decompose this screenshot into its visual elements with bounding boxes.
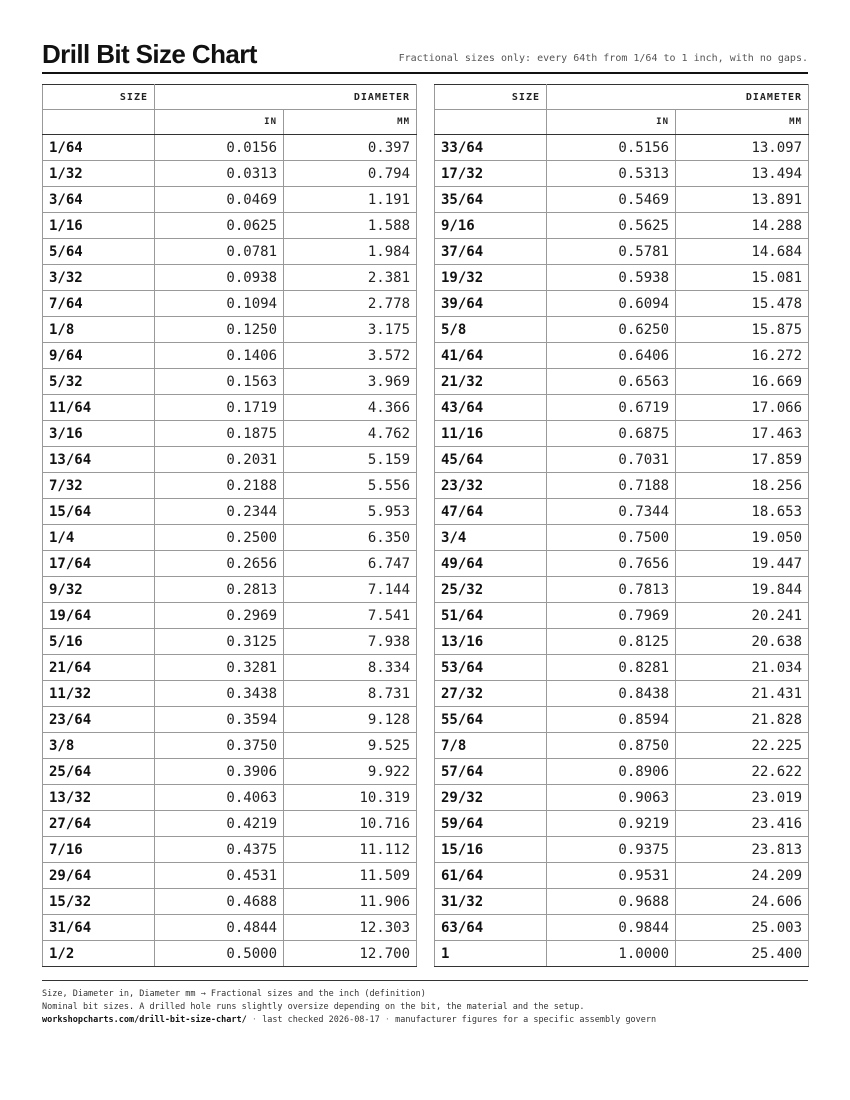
table-row (43, 187, 417, 213)
table-row (43, 629, 417, 655)
cell-diameter-mm: 22.622 (676, 759, 809, 785)
cell-size: 23/64 (43, 707, 155, 733)
cell-size: 3/16 (43, 421, 155, 447)
cell-size: 55/64 (435, 707, 547, 733)
cell-diameter-mm: 6.350 (284, 525, 417, 551)
table-row (43, 291, 417, 317)
cell-size: 5/8 (435, 317, 547, 343)
size-table-right (434, 84, 809, 967)
cell-diameter-in: 0.3125 (155, 629, 284, 655)
column-header-inch: IN (155, 110, 284, 135)
cell-size: 15/32 (43, 889, 155, 915)
cell-size: 59/64 (435, 811, 547, 837)
cell-diameter-mm: 9.922 (284, 759, 417, 785)
footer-separator: · (251, 1015, 257, 1025)
cell-size: 1/16 (43, 213, 155, 239)
cell-diameter-in: 0.0156 (155, 135, 284, 161)
table-row (43, 473, 417, 499)
cell-diameter-in: 0.2031 (155, 447, 284, 473)
table-row (43, 213, 417, 239)
cell-size: 61/64 (435, 863, 547, 889)
cell-diameter-in: 0.2656 (155, 551, 284, 577)
cell-diameter-in: 0.2969 (155, 603, 284, 629)
cell-size: 5/32 (43, 369, 155, 395)
cell-diameter-in: 0.3438 (155, 681, 284, 707)
table-row (435, 889, 809, 915)
cell-diameter-mm: 21.034 (676, 655, 809, 681)
cell-diameter-mm: 15.478 (676, 291, 809, 317)
table-row (43, 577, 417, 603)
table-row (435, 187, 809, 213)
cell-diameter-in: 0.8906 (547, 759, 676, 785)
cell-diameter-in: 1.0000 (547, 941, 676, 967)
cell-diameter-in: 0.1250 (155, 317, 284, 343)
cell-size: 1/64 (43, 135, 155, 161)
cell-size: 33/64 (435, 135, 547, 161)
cell-diameter-mm: 24.209 (676, 863, 809, 889)
table-row (435, 785, 809, 811)
cell-size: 29/64 (43, 863, 155, 889)
table-body-left (43, 135, 417, 967)
cell-diameter-mm: 14.288 (676, 213, 809, 239)
cell-size: 57/64 (435, 759, 547, 785)
cell-diameter-in: 0.6250 (547, 317, 676, 343)
cell-diameter-mm: 5.159 (284, 447, 417, 473)
cell-diameter-mm: 20.638 (676, 629, 809, 655)
table-row (43, 369, 417, 395)
table-row (435, 447, 809, 473)
footer-last-checked: last checked 2026-08-17 (262, 1015, 380, 1025)
cell-size: 3/8 (43, 733, 155, 759)
cell-diameter-mm: 23.813 (676, 837, 809, 863)
cell-diameter-in: 0.9063 (547, 785, 676, 811)
cell-diameter-mm: 1.984 (284, 239, 417, 265)
cell-diameter-in: 0.7656 (547, 551, 676, 577)
cell-diameter-in: 0.2344 (155, 499, 284, 525)
cell-diameter-in: 0.5625 (547, 213, 676, 239)
cell-diameter-mm: 5.556 (284, 473, 417, 499)
cell-size: 7/8 (435, 733, 547, 759)
cell-diameter-mm: 11.509 (284, 863, 417, 889)
cell-diameter-in: 0.6563 (547, 369, 676, 395)
cell-diameter-mm: 17.859 (676, 447, 809, 473)
cell-diameter-mm: 11.112 (284, 837, 417, 863)
table-row (43, 239, 417, 265)
cell-diameter-in: 0.6875 (547, 421, 676, 447)
cell-size: 37/64 (435, 239, 547, 265)
cell-diameter-mm: 15.875 (676, 317, 809, 343)
table-row (435, 759, 809, 785)
cell-diameter-in: 0.2188 (155, 473, 284, 499)
cell-size: 1/2 (43, 941, 155, 967)
cell-diameter-in: 0.4844 (155, 915, 284, 941)
table-row (435, 265, 809, 291)
cell-diameter-mm: 13.494 (676, 161, 809, 187)
cell-diameter-in: 0.1563 (155, 369, 284, 395)
cell-diameter-mm: 0.397 (284, 135, 417, 161)
cell-size: 7/16 (43, 837, 155, 863)
cell-diameter-mm: 5.953 (284, 499, 417, 525)
table-row (43, 603, 417, 629)
table-row (43, 161, 417, 187)
cell-diameter-mm: 10.319 (284, 785, 417, 811)
cell-diameter-in: 0.9844 (547, 915, 676, 941)
column-header-mm: MM (284, 110, 417, 135)
table-row (43, 655, 417, 681)
cell-diameter-in: 0.1719 (155, 395, 284, 421)
cell-diameter-in: 0.3281 (155, 655, 284, 681)
cell-diameter-mm: 16.669 (676, 369, 809, 395)
cell-diameter-in: 0.0469 (155, 187, 284, 213)
table-row (435, 577, 809, 603)
table-row (43, 759, 417, 785)
table-row (435, 837, 809, 863)
size-table-left (42, 84, 417, 967)
cell-diameter-in: 0.9688 (547, 889, 676, 915)
table-row (435, 863, 809, 889)
column-header-diameter: DIAMETER (547, 85, 809, 110)
cell-diameter-mm: 21.431 (676, 681, 809, 707)
cell-size: 19/32 (435, 265, 547, 291)
column-header-size: SIZE (435, 85, 547, 110)
table-row (43, 499, 417, 525)
cell-size: 25/64 (43, 759, 155, 785)
cell-diameter-mm: 13.097 (676, 135, 809, 161)
column-subheader-blank (43, 110, 155, 135)
cell-diameter-in: 0.7500 (547, 525, 676, 551)
table-row (43, 733, 417, 759)
table-row (43, 681, 417, 707)
cell-diameter-mm: 13.891 (676, 187, 809, 213)
cell-diameter-in: 0.0313 (155, 161, 284, 187)
cell-size: 5/64 (43, 239, 155, 265)
cell-diameter-mm: 1.588 (284, 213, 417, 239)
cell-diameter-in: 0.9375 (547, 837, 676, 863)
cell-diameter-in: 0.4375 (155, 837, 284, 863)
cell-size: 35/64 (435, 187, 547, 213)
table-row (435, 499, 809, 525)
cell-size: 9/64 (43, 343, 155, 369)
table-row (435, 629, 809, 655)
cell-size: 13/16 (435, 629, 547, 655)
table-row (43, 551, 417, 577)
cell-diameter-mm: 22.225 (676, 733, 809, 759)
cell-size: 47/64 (435, 499, 547, 525)
cell-diameter-in: 0.9219 (547, 811, 676, 837)
cell-diameter-in: 0.7344 (547, 499, 676, 525)
footer-source-line: Size, Diameter in, Diameter mm → Fractional sizes and the inch (definition) (42, 989, 426, 999)
cell-diameter-mm: 3.572 (284, 343, 417, 369)
cell-size: 29/32 (435, 785, 547, 811)
cell-diameter-mm: 24.606 (676, 889, 809, 915)
cell-diameter-mm: 4.366 (284, 395, 417, 421)
cell-size: 9/16 (435, 213, 547, 239)
table-row (435, 473, 809, 499)
cell-diameter-mm: 10.716 (284, 811, 417, 837)
cell-size: 53/64 (435, 655, 547, 681)
cell-diameter-mm: 8.334 (284, 655, 417, 681)
page-header (42, 38, 808, 74)
table-row (43, 915, 417, 941)
cell-size: 1 (435, 941, 547, 967)
cell-diameter-in: 0.8281 (547, 655, 676, 681)
cell-diameter-in: 0.0625 (155, 213, 284, 239)
table-row (43, 525, 417, 551)
table-row (435, 941, 809, 967)
cell-diameter-in: 0.2813 (155, 577, 284, 603)
page-title: Drill Bit Size Chart (42, 39, 257, 69)
cell-diameter-in: 0.0781 (155, 239, 284, 265)
footer-separator: · (384, 1015, 391, 1025)
table-row (435, 707, 809, 733)
cell-size: 11/64 (43, 395, 155, 421)
footer-disclaimer: manufacturer figures for a specific assembly govern (395, 1015, 657, 1025)
table-row (435, 161, 809, 187)
cell-size: 3/32 (43, 265, 155, 291)
table-row (43, 785, 417, 811)
table-row (43, 707, 417, 733)
cell-size: 13/64 (43, 447, 155, 473)
cell-size: 17/64 (43, 551, 155, 577)
cell-diameter-mm: 19.844 (676, 577, 809, 603)
cell-diameter-in: 0.4063 (155, 785, 284, 811)
table-row (435, 603, 809, 629)
cell-diameter-mm: 1.191 (284, 187, 417, 213)
page-footer (42, 980, 808, 1027)
cell-size: 17/32 (435, 161, 547, 187)
cell-diameter-mm: 23.416 (676, 811, 809, 837)
cell-diameter-in: 0.5000 (155, 941, 284, 967)
cell-size: 11/16 (435, 421, 547, 447)
cell-diameter-mm: 18.256 (676, 473, 809, 499)
cell-size: 27/32 (435, 681, 547, 707)
cell-diameter-mm: 4.762 (284, 421, 417, 447)
cell-diameter-mm: 25.400 (676, 941, 809, 967)
table-row (435, 213, 809, 239)
cell-diameter-in: 0.3906 (155, 759, 284, 785)
footer-url-link[interactable]: workshopcharts.com/drill-bit-size-chart/ (42, 1015, 247, 1025)
footer-meta-line (42, 1014, 808, 1027)
cell-diameter-in: 0.1875 (155, 421, 284, 447)
table-row (435, 915, 809, 941)
table-row (435, 551, 809, 577)
table-row (435, 525, 809, 551)
table-row (435, 369, 809, 395)
table-row (43, 863, 417, 889)
cell-size: 7/32 (43, 473, 155, 499)
table-body-right (435, 135, 809, 967)
cell-size: 25/32 (435, 577, 547, 603)
cell-diameter-mm: 3.175 (284, 317, 417, 343)
cell-diameter-in: 0.2500 (155, 525, 284, 551)
cell-diameter-mm: 19.050 (676, 525, 809, 551)
cell-diameter-in: 0.1406 (155, 343, 284, 369)
table-row (43, 447, 417, 473)
cell-diameter-mm: 16.272 (676, 343, 809, 369)
cell-size: 23/32 (435, 473, 547, 499)
table-row (43, 135, 417, 161)
table-row (435, 317, 809, 343)
cell-diameter-in: 0.5781 (547, 239, 676, 265)
cell-diameter-mm: 2.778 (284, 291, 417, 317)
cell-size: 31/64 (43, 915, 155, 941)
table-row (435, 655, 809, 681)
cell-size: 63/64 (435, 915, 547, 941)
cell-size: 21/64 (43, 655, 155, 681)
cell-size: 13/32 (43, 785, 155, 811)
cell-diameter-in: 0.7813 (547, 577, 676, 603)
cell-diameter-mm: 12.700 (284, 941, 417, 967)
table-row (43, 317, 417, 343)
cell-diameter-mm: 23.019 (676, 785, 809, 811)
cell-diameter-in: 0.9531 (547, 863, 676, 889)
cell-diameter-in: 0.1094 (155, 291, 284, 317)
cell-diameter-mm: 19.447 (676, 551, 809, 577)
column-subheader-blank (435, 110, 547, 135)
cell-size: 15/64 (43, 499, 155, 525)
page (42, 38, 808, 1025)
table-row (43, 889, 417, 915)
table-row (435, 395, 809, 421)
table-row (435, 681, 809, 707)
cell-diameter-in: 0.7188 (547, 473, 676, 499)
cell-size: 1/32 (43, 161, 155, 187)
cell-diameter-mm: 7.144 (284, 577, 417, 603)
cell-diameter-in: 0.6406 (547, 343, 676, 369)
cell-size: 27/64 (43, 811, 155, 837)
cell-size: 3/64 (43, 187, 155, 213)
cell-size: 41/64 (435, 343, 547, 369)
cell-diameter-mm: 12.303 (284, 915, 417, 941)
cell-diameter-in: 0.4688 (155, 889, 284, 915)
cell-diameter-mm: 9.128 (284, 707, 417, 733)
page-subtitle: Fractional sizes only: every 64th from 1/64 to 1 inch, with no gaps. (398, 53, 808, 64)
cell-diameter-mm: 15.081 (676, 265, 809, 291)
table-row (435, 811, 809, 837)
table-row (43, 265, 417, 291)
cell-size: 1/4 (43, 525, 155, 551)
table-row (435, 239, 809, 265)
cell-diameter-mm: 8.731 (284, 681, 417, 707)
cell-diameter-mm: 7.938 (284, 629, 417, 655)
cell-diameter-in: 0.7031 (547, 447, 676, 473)
cell-diameter-mm: 3.969 (284, 369, 417, 395)
cell-diameter-mm: 6.747 (284, 551, 417, 577)
cell-diameter-in: 0.5313 (547, 161, 676, 187)
cell-size: 31/32 (435, 889, 547, 915)
cell-diameter-mm: 21.828 (676, 707, 809, 733)
cell-diameter-mm: 14.684 (676, 239, 809, 265)
cell-size: 7/64 (43, 291, 155, 317)
table-row (435, 421, 809, 447)
cell-diameter-mm: 2.381 (284, 265, 417, 291)
cell-size: 49/64 (435, 551, 547, 577)
cell-diameter-mm: 20.241 (676, 603, 809, 629)
cell-size: 45/64 (435, 447, 547, 473)
cell-size: 1/8 (43, 317, 155, 343)
cell-diameter-in: 0.0938 (155, 265, 284, 291)
cell-size: 3/4 (435, 525, 547, 551)
cell-size: 21/32 (435, 369, 547, 395)
cell-size: 5/16 (43, 629, 155, 655)
cell-diameter-in: 0.5938 (547, 265, 676, 291)
cell-diameter-in: 0.4219 (155, 811, 284, 837)
cell-diameter-mm: 17.066 (676, 395, 809, 421)
column-header-mm: MM (676, 110, 809, 135)
cell-diameter-in: 0.5156 (547, 135, 676, 161)
column-header-size: SIZE (43, 85, 155, 110)
cell-diameter-mm: 17.463 (676, 421, 809, 447)
table-row (43, 811, 417, 837)
cell-diameter-in: 0.7969 (547, 603, 676, 629)
cell-diameter-in: 0.8750 (547, 733, 676, 759)
cell-diameter-in: 0.3594 (155, 707, 284, 733)
cell-diameter-in: 0.8594 (547, 707, 676, 733)
table-row (435, 135, 809, 161)
cell-diameter-in: 0.8125 (547, 629, 676, 655)
table-row (435, 733, 809, 759)
cell-size: 39/64 (435, 291, 547, 317)
table-row (43, 395, 417, 421)
cell-diameter-in: 0.4531 (155, 863, 284, 889)
cell-diameter-mm: 7.541 (284, 603, 417, 629)
table-row (435, 343, 809, 369)
cell-diameter-in: 0.3750 (155, 733, 284, 759)
table-row (43, 343, 417, 369)
column-header-diameter: DIAMETER (155, 85, 417, 110)
column-header-inch: IN (547, 110, 676, 135)
cell-size: 9/32 (43, 577, 155, 603)
cell-diameter-mm: 0.794 (284, 161, 417, 187)
cell-size: 19/64 (43, 603, 155, 629)
cell-diameter-in: 0.8438 (547, 681, 676, 707)
table-row (435, 291, 809, 317)
cell-size: 43/64 (435, 395, 547, 421)
cell-size: 11/32 (43, 681, 155, 707)
cell-diameter-in: 0.5469 (547, 187, 676, 213)
table-row (43, 837, 417, 863)
cell-diameter-mm: 9.525 (284, 733, 417, 759)
table-row (43, 421, 417, 447)
table-row (43, 941, 417, 967)
footer-note-line: Nominal bit sizes. A drilled hole runs slightly oversize depending on the bit, the material and the setup. (42, 1002, 585, 1012)
cell-diameter-mm: 25.003 (676, 915, 809, 941)
cell-diameter-in: 0.6094 (547, 291, 676, 317)
cell-diameter-mm: 18.653 (676, 499, 809, 525)
cell-size: 51/64 (435, 603, 547, 629)
cell-diameter-in: 0.6719 (547, 395, 676, 421)
cell-diameter-mm: 11.906 (284, 889, 417, 915)
cell-size: 15/16 (435, 837, 547, 863)
